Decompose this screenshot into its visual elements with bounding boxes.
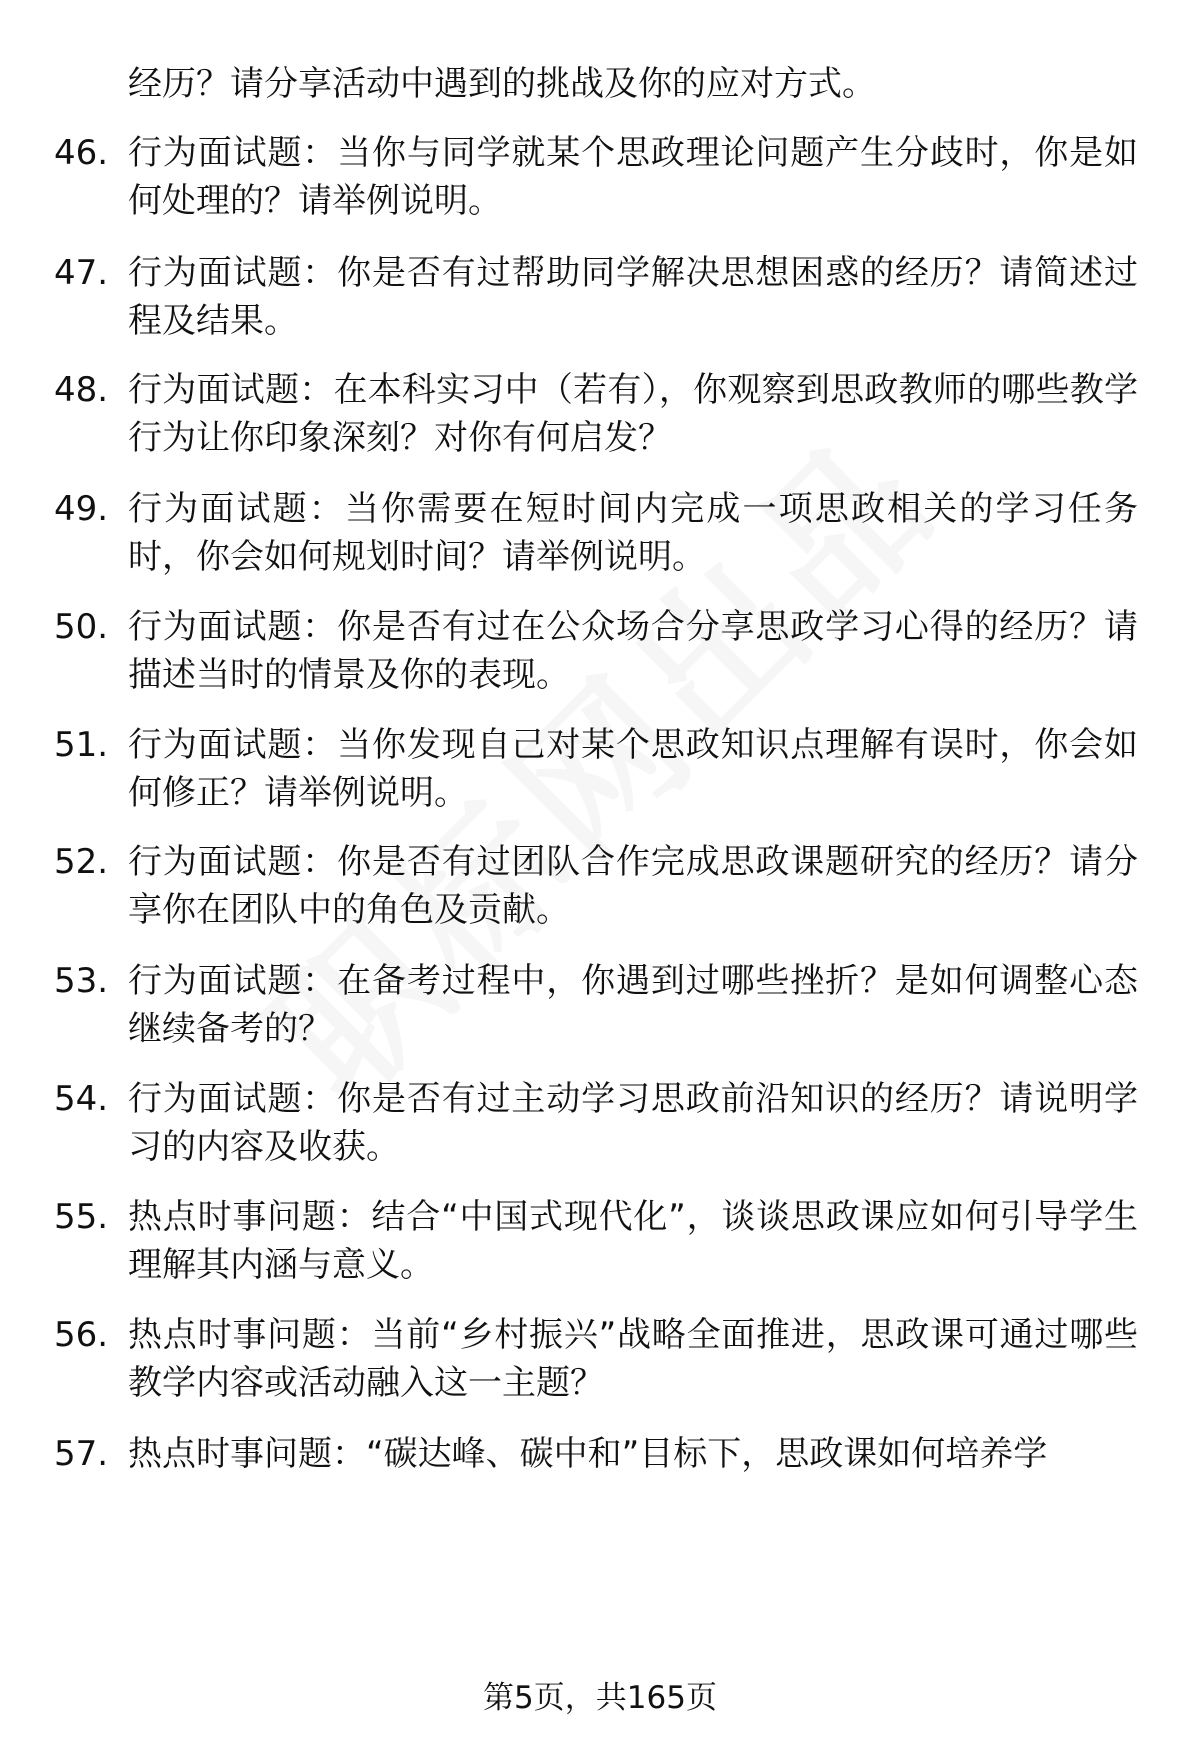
question-number: 49. bbox=[54, 489, 109, 529]
question-number: 47. bbox=[54, 253, 109, 293]
question-number: 53. bbox=[54, 961, 109, 1001]
question-number: 52. bbox=[54, 842, 109, 882]
question-number: 46. bbox=[54, 133, 109, 173]
question-text: 行为面试题：当你与同学就某个思政理论问题产生分歧时，你是如何处理的？请举例说明。 bbox=[128, 133, 1138, 221]
question-text: 热点时事问题：结合“中国式现代化”，谈谈思政课应如何引导学生理解其内涵与意义。 bbox=[128, 1197, 1138, 1285]
question-text: 热点时事问题：当前“乡村振兴”战略全面推进，思政课可通过哪些教学内容或活动融入这一主题？ bbox=[128, 1315, 1138, 1403]
question-number: 56. bbox=[54, 1315, 109, 1355]
continued-question-text: 经历？请分享活动中遇到的挑战及你的应对方式。 bbox=[128, 64, 876, 104]
question-number: 51. bbox=[54, 725, 109, 765]
question-number: 57. bbox=[54, 1434, 109, 1474]
page-footer: 第5页，共165页 bbox=[483, 1680, 717, 1716]
question-number: 54. bbox=[54, 1079, 109, 1119]
question-text: 行为面试题：你是否有过团队合作完成思政课题研究的经历？请分享你在团队中的角色及贡献。 bbox=[128, 842, 1138, 930]
question-text: 行为面试题：在备考过程中，你遇到过哪些挫折？是如何调整心态继续备考的？ bbox=[128, 961, 1138, 1049]
question-text: 行为面试题：你是否有过在公众场合分享思政学习心得的经历？请描述当时的情景及你的表现。 bbox=[128, 607, 1138, 695]
question-number: 55. bbox=[54, 1197, 109, 1237]
question-text: 热点时事问题：“碳达峰、碳中和”目标下，思政课如何培养学 bbox=[128, 1434, 1048, 1474]
question-text: 行为面试题：当你发现自己对某个思政知识点理解有误时，你会如何修正？请举例说明。 bbox=[128, 725, 1138, 813]
question-text: 行为面试题：你是否有过主动学习思政前沿知识的经历？请说明学习的内容及收获。 bbox=[128, 1079, 1138, 1167]
question-text: 行为面试题：你是否有过帮助同学解决思想困惑的经历？请简述过程及结果。 bbox=[128, 253, 1138, 341]
question-number: 50. bbox=[54, 607, 109, 647]
question-text: 行为面试题：当你需要在短时间内完成一项思政相关的学习任务时，你会如何规划时间？请举例说明。 bbox=[128, 489, 1138, 577]
question-number: 48. bbox=[54, 370, 109, 410]
question-text: 行为面试题：在本科实习中（若有），你观察到思政教师的哪些教学行为让你印象深刻？对你有何启发？ bbox=[128, 370, 1138, 458]
